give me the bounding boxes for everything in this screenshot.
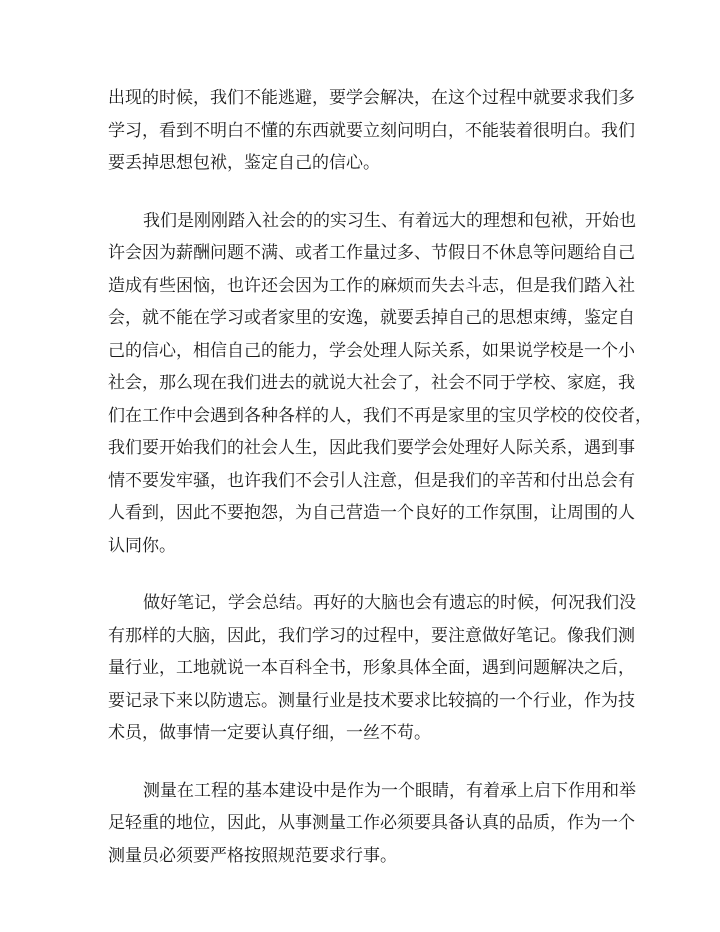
text-line: 造成有些困恼，也许还会因为工作的麻烦而失去斗志，但是我们踏入社 (108, 275, 635, 296)
paragraph (108, 205, 652, 563)
text-line: 学习，看到不明白不懂的东西就要立刻问明白，不能装着很明白。我们 (108, 120, 635, 141)
text-line: 做好笔记，学会总结。再好的大脑也会有遗忘的时候，何况我们没 (143, 593, 636, 613)
text-line: 出现的时候，我们不能逃避，要学会解决，在这个过程中就要求我们多 (108, 88, 635, 108)
text-line: 社会，那么现在我们进去的就说大社会了，社会不同于学校、家庭，我 (108, 373, 635, 393)
text-line: 有那样的大脑，因此，我们学习的过程中，要注意做好笔记。像我们测 (108, 625, 635, 646)
text-line: 测量在工程的基本建设中是作为一个眼睛，有着承上启下作用和举 (143, 780, 636, 801)
text-line: 会，就不能在学习或者家里的安逸，就要丢掉自己的思想束缚，鉴定自 (108, 308, 635, 328)
paragraph (108, 82, 635, 180)
text-line: 我们是刚刚踏入社会的的实习生、有着远大的理想和包袱，开始也 (143, 210, 636, 231)
text-line: 人看到，因此不要抱怨，为自己营造一个良好的工作氛围，让周围的人 (108, 503, 635, 523)
text-line: 量行业，工地就说一本百科全书，形象具体全面，遇到问题解决之后， (108, 658, 635, 678)
text-line: 我们要开始我们的社会人生，因此我们要学会处理好人际关系，遇到事 (108, 438, 635, 458)
text-line: 己的信心，相信自己的能力，学会处理人际关系，如果说学校是一个小 (108, 340, 635, 361)
text-line: 要记录下来以防遗忘。测量行业是技术要求比较搞的一个行业，作为技 (108, 690, 635, 711)
paragraph (108, 775, 636, 873)
document-body (108, 82, 652, 872)
text-line: 足轻重的地位，因此，从事测量工作必须要具备认真的品质，作为一个 (108, 813, 635, 833)
text-line: 术员，做事情一定要认真仔细，一丝不苟。 (108, 723, 431, 743)
text-line: 认同你。 (108, 535, 176, 556)
text-line: 情不要发牢骚，也许我们不会引人注意，但是我们的辛苦和付出总会有 (108, 470, 635, 491)
text-line: 们在工作中会遇到各种各样的人，我们不再是家里的宝贝学校的佼佼者， (108, 405, 652, 426)
text-line: 要丢掉思想包袱，鉴定自己的信心。 (108, 153, 380, 173)
paragraph (108, 587, 636, 750)
text-line: 测量员必须要严格按照规范要求行事。 (108, 845, 397, 866)
text-line: 许会因为薪酬问题不满、或者工作量过多、节假日不休息等问题给自己 (108, 243, 635, 263)
